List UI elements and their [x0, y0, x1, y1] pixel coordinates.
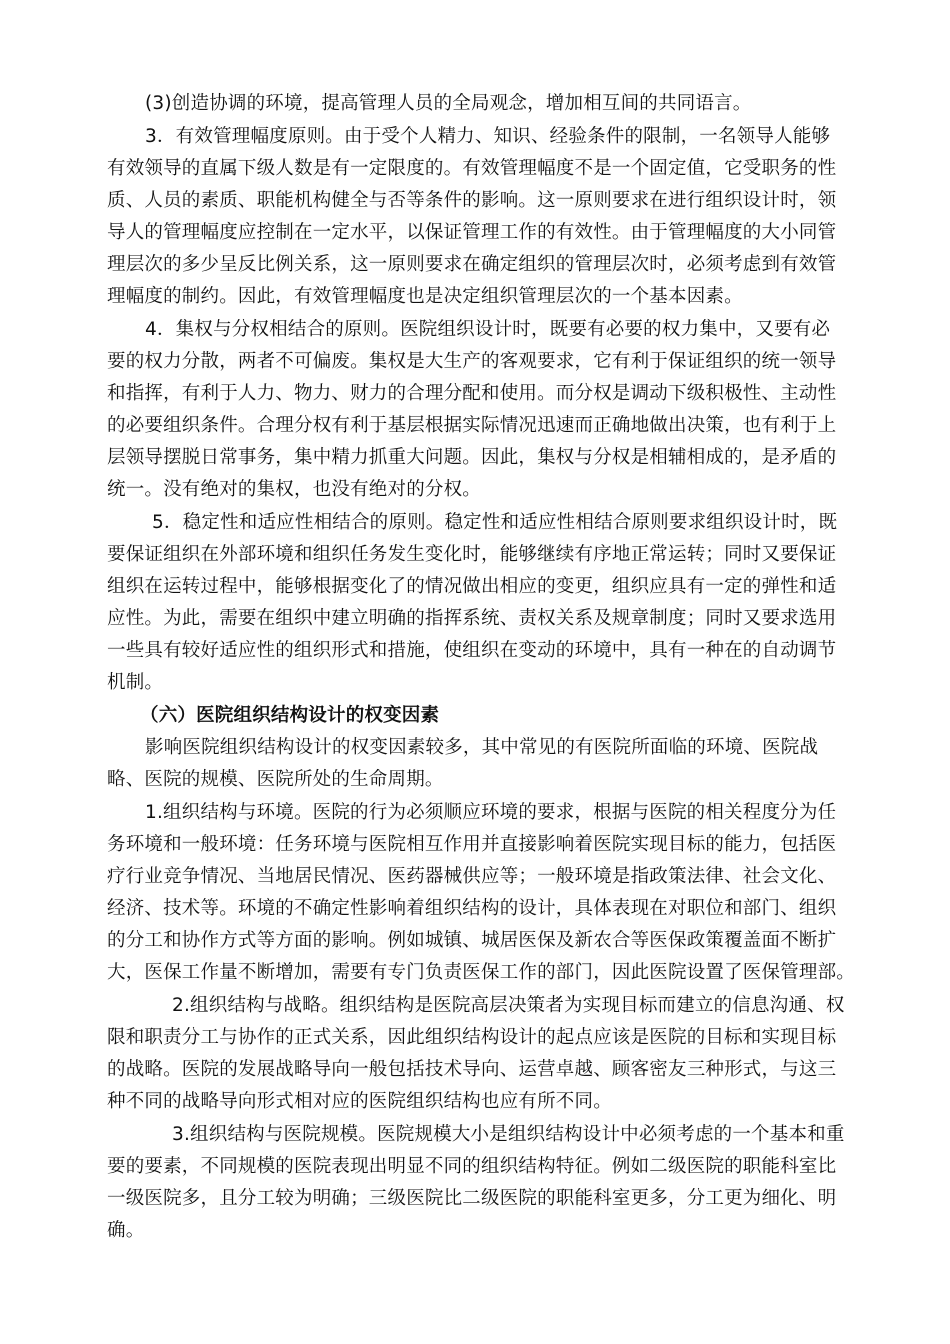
paragraph-line: 务环境和一般环境：任务环境与医院相互作用并直接影响着医院实现目标的能力，包括医 [107, 834, 837, 855]
paragraph-line: 一级医院多，且分工较为明确；三级医院比二级医院的职能科室更多，分工更为细化、明 [107, 1188, 837, 1209]
paragraph-line: 经济、技术等。环境的不确定性影响着组织结构的设计，具体表现在对职位和部门、组织 [107, 898, 837, 919]
paragraph-line: 应性。为此，需要在组织中建立明确的指挥系统、责权关系及规章制度；同时又要求选用 [107, 608, 837, 629]
paragraph-line: 略、医院的规模、医院所处的生命周期。 [107, 769, 444, 790]
paragraph-line: 种不同的战略导向形式相对应的医院组织结构也应有所不同。 [107, 1091, 612, 1112]
paragraph-line: 1.组织结构与环境。医院的行为必须顺应环境的要求，根据与医院的相关程度分为任 [145, 802, 837, 823]
paragraph-line: 理幅度的制约。因此，有效管理幅度也是决定组织管理层次的一个基本因素。 [107, 286, 743, 307]
section-heading: （六）医院组织结构设计的权变因素 [140, 705, 440, 726]
paragraph-line: 质、人员的素质、职能机构健全与否等条件的影响。这一原则要求在进行组织设计时，领 [107, 190, 837, 211]
paragraph-line: 大，医保工作量不断增加，需要有专门负责医保工作的部门，因此医院设置了医保管理部。 [107, 962, 856, 983]
paragraph-line: 机制。 [107, 672, 164, 693]
paragraph-line: 疗行业竞争情况、当地居民情况、医药器械供应等；一般环境是指政策法律、社会文化、 [107, 866, 837, 887]
paragraph-line: 统一。没有绝对的集权，也没有绝对的分权。 [107, 479, 482, 500]
paragraph-line: 3．有效管理幅度原则。由于受个人精力、知识、经验条件的限制，一名领导人能够 [145, 126, 831, 147]
paragraph-line: 和指挥，有利于人力、物力、财力的合理分配和使用。而分权是调动下级积极性、主动性 [107, 383, 837, 404]
paragraph-line: 影响医院组织结构设计的权变因素较多，其中常见的有医院所面临的环境、医院战 [145, 737, 819, 758]
paragraph-line: 要的权力分散，两者不可偏废。集权是大生产的客观要求，它有利于保证组织的统一领导 [107, 351, 837, 372]
paragraph-line: 限和职责分工与协作的正式关系，因此组织结构设计的起点应该是医院的目标和实现目标 [107, 1027, 837, 1048]
paragraph-line: 一些具有较好适应性的组织形式和措施，使组织在变动的环境中，具有一种在的自动调节 [107, 640, 837, 661]
paragraph-line: 有效领导的直属下级人数是有一定限度的。有效管理幅度不是一个固定值，它受职务的性 [107, 158, 837, 179]
paragraph-line: 5．稳定性和适应性相结合的原则。稳定性和适应性相结合原则要求组织设计时，既 [152, 512, 838, 533]
paragraph-line: 的必要组织条件。合理分权有利于基层根据实际情况迅速而正确地做出决策，也有利于上 [107, 415, 837, 436]
paragraph-line: (3)创造协调的环境，提高管理人员的全局观念，增加相互间的共同语言。 [145, 93, 752, 114]
paragraph-line: 理层次的多少呈反比例关系，这一原则要求在确定组织的管理层次时，必须考虑到有效管 [107, 254, 837, 275]
paragraph-line: 确。 [107, 1220, 145, 1241]
paragraph-line: 要的要素，不同规模的医院表现出明显不同的组织结构特征。例如二级医院的职能科室比 [107, 1156, 837, 1177]
paragraph-line: 3.组织结构与医院规模。医院规模大小是组织结构设计中必须考虑的一个基本和重 [172, 1124, 845, 1145]
paragraph-line: 的战略。医院的发展战略导向一般包括技术导向、运营卓越、顾客密友三种形式，与这三 [107, 1059, 837, 1080]
paragraph-line: 导人的管理幅度应控制在一定水平，以保证管理工作的有效性。由于管理幅度的大小同管 [107, 222, 837, 243]
paragraph-line: 要保证组织在外部环境和组织任务发生变化时，能够继续有序地正常运转；同时又要保证 [107, 544, 837, 565]
paragraph-line: 组织在运转过程中，能够根据变化了的情况做出相应的变更，组织应具有一定的弹性和适 [107, 576, 837, 597]
paragraph-line: 的分工和协作方式等方面的影响。例如城镇、城居医保及新农合等医保政策覆盖面不断扩 [107, 930, 837, 951]
paragraph-line: 4．集权与分权相结合的原则。医院组织设计时，既要有必要的权力集中，又要有必 [145, 319, 831, 340]
paragraph-line: 2.组织结构与战略。组织结构是医院高层决策者为实现目标而建立的信息沟通、权 [172, 995, 845, 1016]
paragraph-line: 层领导摆脱日常事务，集中精力抓重大问题。因此，集权与分权是相辅相成的，是矛盾的 [107, 447, 837, 468]
